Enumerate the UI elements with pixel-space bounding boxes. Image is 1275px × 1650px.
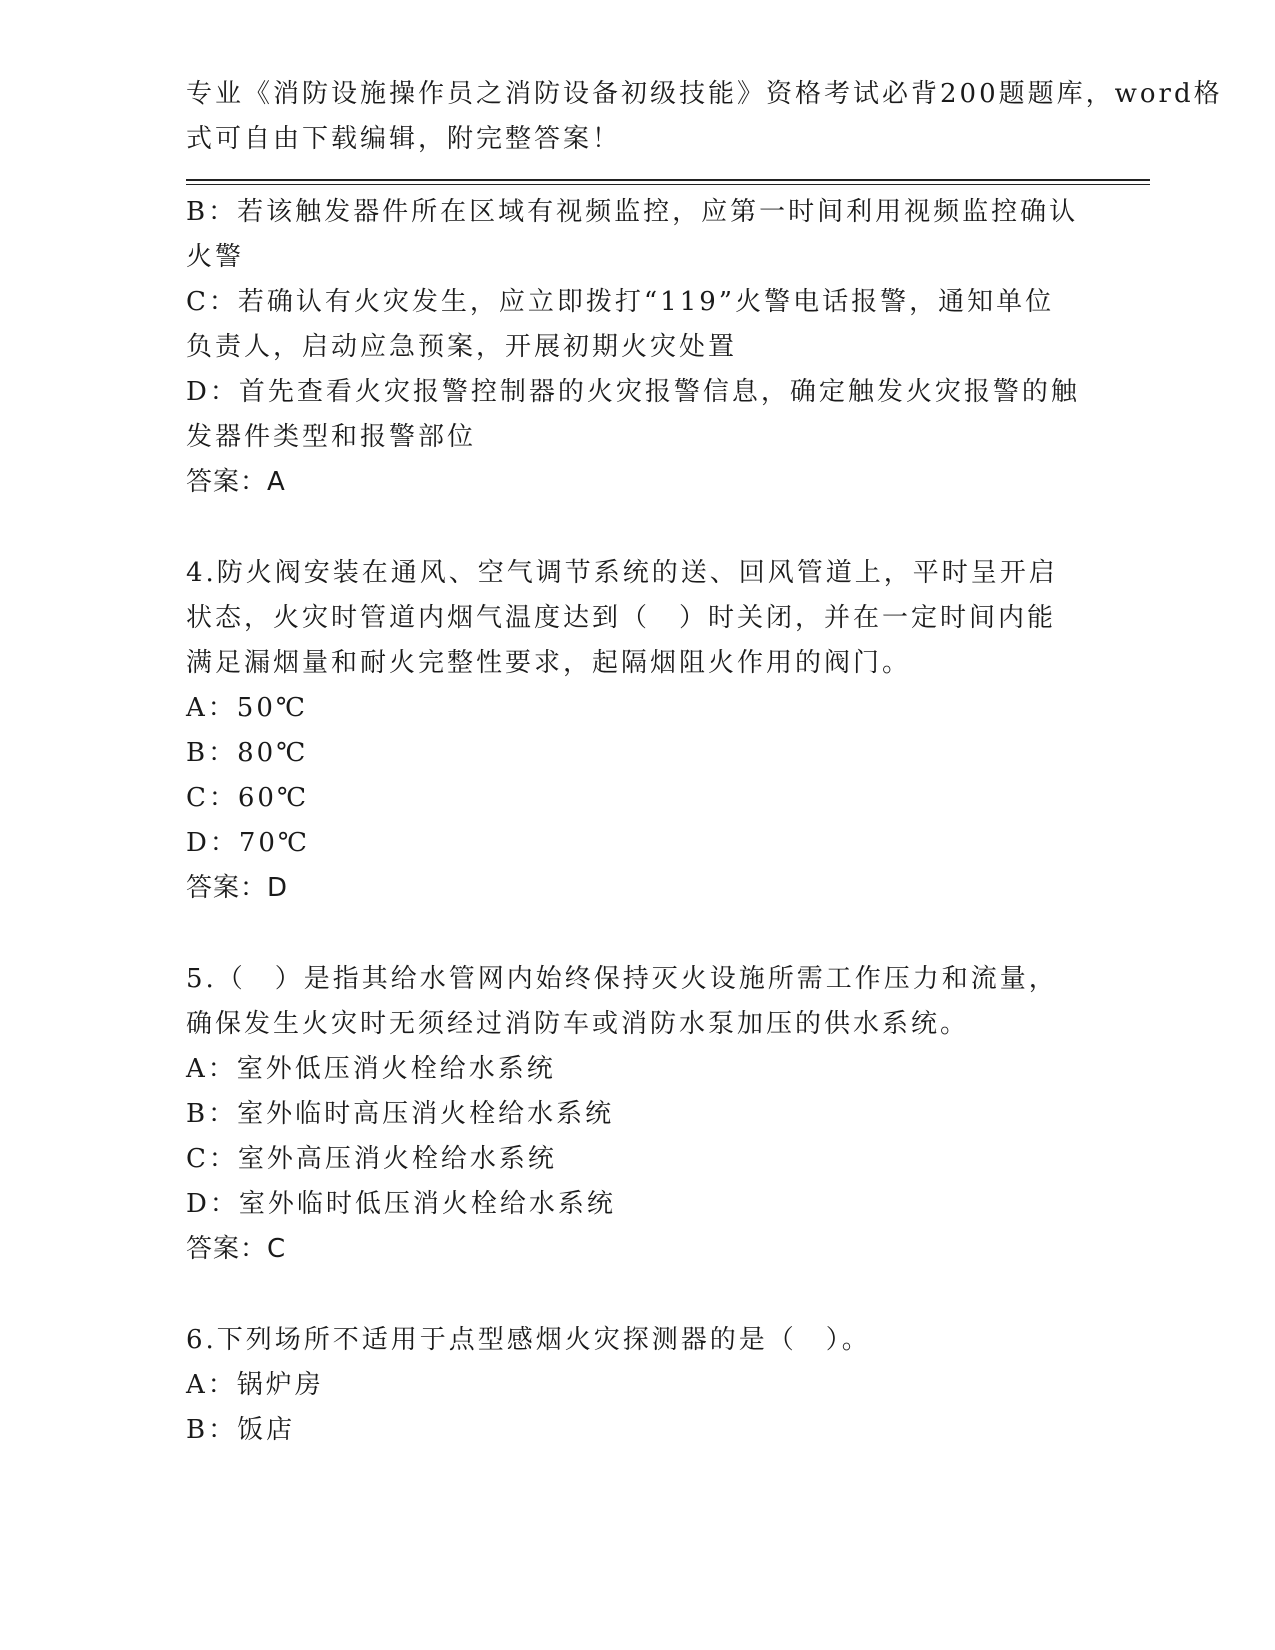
- q4-stem-line-1: 4.防火阀安装在通风、空气调节系统的送、回风管道上，平时呈开启: [186, 558, 1058, 588]
- q5-option-c: C：室外高压消火栓给水系统: [186, 1144, 557, 1174]
- q4-answer: 答案：D: [186, 873, 289, 903]
- q4-stem-line-3: 满足漏烟量和耐火完整性要求，起隔烟阻火作用的阀门。: [186, 648, 912, 678]
- q4-option-c: C：60℃: [186, 783, 310, 813]
- document-header: [186, 72, 1223, 162]
- q4-option-a: A：50℃: [186, 693, 308, 723]
- header-divider-thin: [186, 184, 1150, 185]
- q5-stem-line-1: 5.（ ）是指其给水管网内始终保持灭火设施所需工作压力和流量，: [186, 964, 1058, 994]
- header-divider-thick: [186, 179, 1150, 181]
- q5-option-b: B：室外临时高压消火栓给水系统: [186, 1099, 615, 1129]
- header-line-2: 式可自由下载编辑，附完整答案！: [186, 124, 622, 154]
- q4-stem-line-2: 状态，火灾时管道内烟气温度达到（ ）时关闭，并在一定时间内能: [186, 603, 1057, 633]
- question-6: [186, 1318, 1086, 1453]
- header-line-1: 专业《消防设施操作员之消防设备初级技能》资格考试必背200题题库，word格: [186, 79, 1223, 109]
- q5-option-a: A：室外低压消火栓给水系统: [186, 1054, 556, 1084]
- question-4: [186, 551, 1086, 911]
- q4-option-d: D：70℃: [186, 828, 311, 858]
- question-content: [186, 190, 1086, 1453]
- q3-option-d-line-2: 发器件类型和报警部位: [186, 422, 477, 452]
- q3-option-c-line-1: C：若确认有火灾发生，应立即拨打“119”火警电话报警，通知单位: [186, 287, 1055, 317]
- q4-option-b: B：80℃: [186, 738, 309, 768]
- spacer: [186, 911, 1086, 957]
- question-5: [186, 957, 1086, 1272]
- q6-stem-line-1: 6.下列场所不适用于点型感烟火灾探测器的是（ ）。: [186, 1325, 871, 1355]
- q6-option-b: B：饭店: [186, 1415, 296, 1445]
- spacer: [186, 1272, 1086, 1318]
- q3-option-b-line-2: 火警: [186, 242, 245, 272]
- q5-option-d: D：室外临时低压消火栓给水系统: [186, 1189, 616, 1219]
- q6-option-a: A：锅炉房: [186, 1370, 324, 1400]
- question-3-continued: [186, 190, 1086, 505]
- q5-answer: 答案：C: [186, 1234, 287, 1264]
- q3-option-d-line-1: D：首先查看火灾报警控制器的火灾报警信息，确定触发火灾报警的触: [186, 377, 1080, 407]
- spacer: [186, 505, 1086, 551]
- q3-option-c-line-2: 负责人，启动应急预案，开展初期火灾处置: [186, 332, 738, 362]
- q3-answer: 答案：A: [186, 467, 286, 497]
- q5-stem-line-2: 确保发生火灾时无须经过消防车或消防水泵加压的供水系统。: [186, 1009, 970, 1039]
- q3-option-b-line-1: B：若该触发器件所在区域有视频监控，应第一时间利用视频监控确认: [186, 197, 1079, 227]
